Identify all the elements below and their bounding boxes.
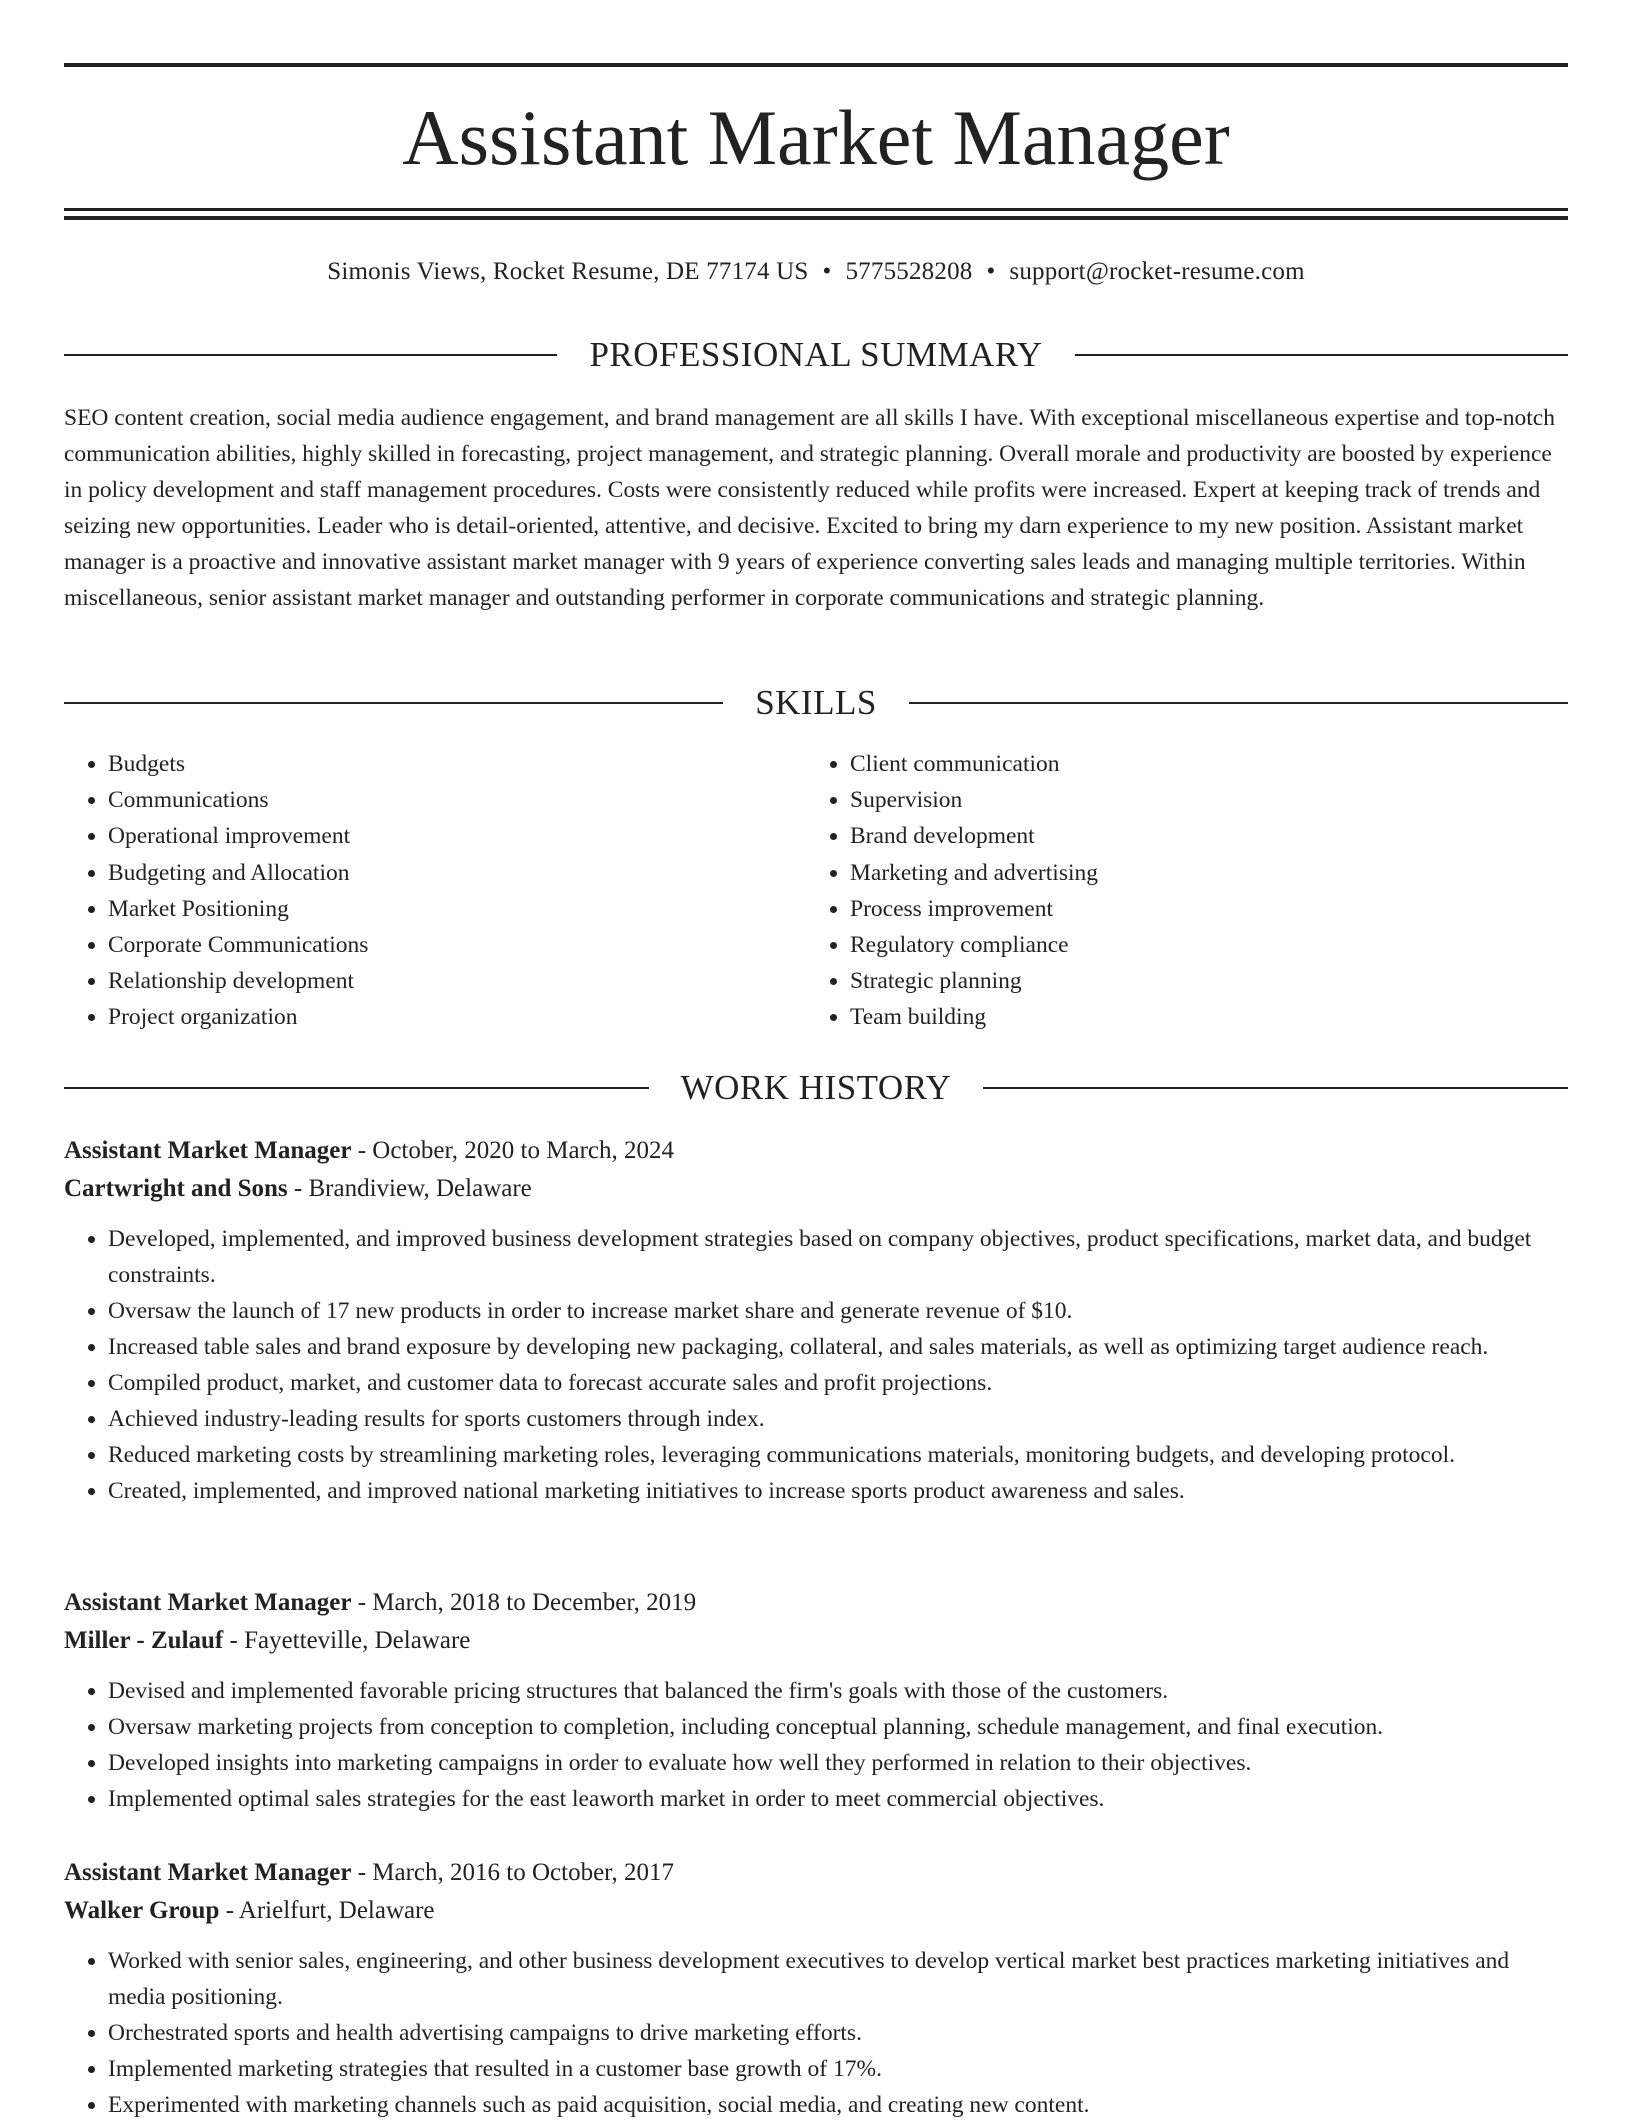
skill-item: • Team building — [850, 999, 1548, 1035]
heading-rule-left — [64, 1087, 649, 1089]
skills-list-right — [806, 746, 1548, 1036]
job-bullet: • Worked with senior sales, engineering, and other business development executives to develop vertical market best practices marketing initiatives and media positioning. — [108, 1943, 1568, 2015]
skill-item: • Supervision — [850, 782, 1548, 818]
job-dates: - March, 2018 to December, 2019 — [351, 1589, 697, 1616]
skill-item: • Strategic planning — [850, 963, 1548, 999]
heading-rule-right — [1075, 354, 1568, 356]
resume-title: Assistant Market Manager — [402, 94, 1230, 181]
skill-item: • Project organization — [108, 999, 806, 1035]
job-title: Assistant Market Manager — [64, 1859, 352, 1886]
job-company-line — [64, 1892, 1568, 1930]
top-rule — [64, 63, 1568, 67]
job-bullet: • Developed, implemented, and improved business development strategies based on company objectives, product specifications, market data, and budget constraints. — [108, 1221, 1568, 1293]
job-bullet: • Implemented optimal sales strategies for the east leaworth market in order to meet commercial objectives. — [108, 1781, 1568, 1817]
job-bullet: • Oversaw the launch of 17 new products in order to increase market share and generate revenue of $10. — [108, 1293, 1568, 1329]
job-location: - Fayetteville, Delaware — [223, 1627, 471, 1654]
work-history-heading-label: WORK HISTORY — [680, 1068, 952, 1107]
job-bullets — [64, 1221, 1568, 1509]
job-dates: - March, 2016 to October, 2017 — [351, 1859, 674, 1886]
summary-text: SEO content creation, social media audience engagement, and brand management are all skills I have. With exceptional miscellaneous expertise and top-notch communication abilities, highly skilled in forecasting, project management, and strategic planning. Overall morale and productivity are boosted by experience in policy development and staff management procedures. Costs were consistently reduced while profits were increased. Expert at keeping track of trends and seizing new opportunities. Leader who is detail-oriented, attentive, and decisive. Excited to bring my darn experience to my new position. Assistant market manager is a proactive and innovative assistant market manager with 9 years of experience converting sales leads and managing multiple territories. Within miscellaneous, senior assistant market manager and outstanding performer in corporate communications and strategic planning. — [64, 405, 1555, 611]
skills-list-left — [64, 746, 806, 1036]
job-bullet: • Oversaw marketing projects from conception to completion, including conceptual planning, schedule management, and final execution. — [108, 1709, 1568, 1745]
job-bullet: • Orchestrated sports and health advertising campaigns to drive marketing efforts. — [108, 2015, 1568, 2051]
skill-item: • Market Positioning — [108, 891, 806, 927]
summary-heading — [64, 333, 1568, 377]
job-title-line — [64, 1132, 1568, 1170]
job-dates: - October, 2020 to March, 2024 — [351, 1137, 674, 1164]
job-bullets — [64, 1943, 1568, 2123]
skills-columns — [64, 746, 1568, 1036]
skill-item: • Marketing and advertising — [850, 855, 1548, 891]
work-history-heading — [64, 1066, 1568, 1110]
skill-item: • Client communication — [850, 746, 1548, 782]
job-entry — [64, 1854, 1568, 2123]
job-location: - Brandiview, Delaware — [287, 1175, 532, 1202]
skill-item: • Operational improvement — [108, 818, 806, 854]
skills-heading — [64, 681, 1568, 725]
job-company: Miller - Zulauf — [64, 1627, 224, 1654]
contact-line — [64, 255, 1568, 289]
job-bullet: • Developed insights into marketing campaigns in order to evaluate how well they performed in relation to their objectives. — [108, 1745, 1568, 1781]
job-bullet: • Experimented with marketing channels such as paid acquisition, social media, and creating new content. — [108, 2087, 1568, 2123]
job-bullet: • Reduced marketing costs by streamlining marketing roles, leveraging communications materials, monitoring budgets, and developing protocol. — [108, 1437, 1568, 1473]
contact-separator: • — [822, 258, 832, 285]
skill-item: • Regulatory compliance — [850, 927, 1548, 963]
contact-address: Simonis Views, Rocket Resume, DE 77174 US — [327, 258, 809, 285]
job-company: Walker Group — [64, 1897, 220, 1924]
job-company: Cartwright and Sons — [64, 1175, 288, 1202]
job-bullet: • Implemented marketing strategies that resulted in a customer base growth of 17%. — [108, 2051, 1568, 2087]
job-bullet: • Achieved industry-leading results for sports customers through index. — [108, 1401, 1568, 1437]
job-bullet: • Compiled product, market, and customer data to forecast accurate sales and profit projections. — [108, 1365, 1568, 1401]
heading-rule-left — [64, 702, 723, 704]
job-bullets — [64, 1673, 1568, 1817]
job-title: Assistant Market Manager — [64, 1137, 352, 1164]
job-location: - Arielfurt, Delaware — [219, 1897, 435, 1924]
job-bullet: • Created, implemented, and improved national marketing initiatives to increase sports product awareness and sales. — [108, 1473, 1568, 1509]
job-bullet: • Increased table sales and brand exposure by developing new packaging, collateral, and sales materials, as well as optimizing target audience reach. — [108, 1329, 1568, 1365]
contact-separator: • — [986, 258, 996, 285]
title-double-rule — [64, 208, 1568, 220]
skill-item: • Process improvement — [850, 891, 1548, 927]
skill-item: • Communications — [108, 782, 806, 818]
heading-rule-left — [64, 354, 557, 356]
skill-item: • Brand development — [850, 818, 1548, 854]
heading-rule-right — [983, 1087, 1568, 1089]
job-bullet: • Devised and implemented favorable pricing structures that balanced the firm's goals with those of the customers. — [108, 1673, 1568, 1709]
job-title: Assistant Market Manager — [64, 1589, 352, 1616]
skill-item: • Budgets — [108, 746, 806, 782]
job-title-line — [64, 1584, 1568, 1622]
skill-item: • Relationship development — [108, 963, 806, 999]
contact-phone: 5775528208 — [845, 258, 973, 285]
job-title-line — [64, 1854, 1568, 1892]
summary-heading-label: PROFESSIONAL SUMMARY — [589, 335, 1043, 374]
heading-rule-right — [909, 702, 1568, 704]
job-entry — [64, 1132, 1568, 1509]
skill-item: • Corporate Communications — [108, 927, 806, 963]
skills-heading-label: SKILLS — [755, 683, 877, 722]
skill-item: • Budgeting and Allocation — [108, 855, 806, 891]
job-company-line — [64, 1170, 1568, 1208]
job-company-line — [64, 1622, 1568, 1660]
contact-email: support@rocket-resume.com — [1009, 258, 1305, 285]
job-entry — [64, 1584, 1568, 1817]
